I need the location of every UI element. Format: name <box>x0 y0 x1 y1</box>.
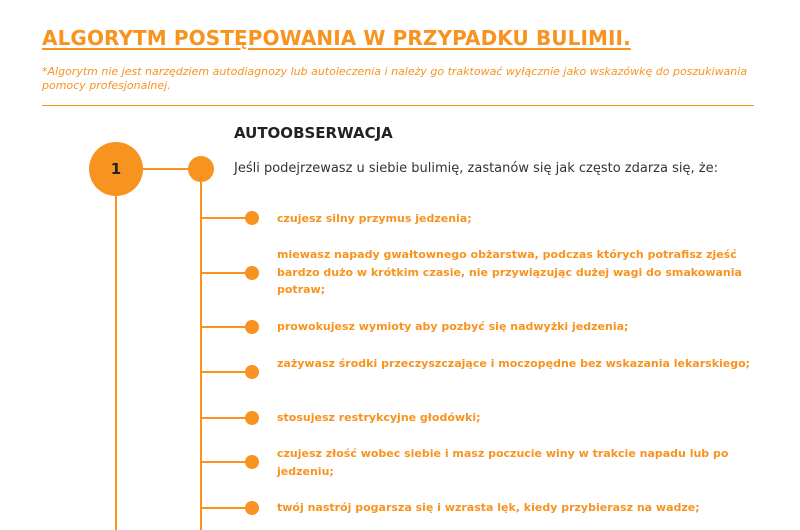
item-bullet-dot <box>245 211 259 225</box>
item-branch-line <box>201 507 251 509</box>
disclaimer-note: *Algorytm nie jest narzędziem autodiagnozy lub autoleczenia i należy go traktować wyłącznie jako wskazówkę do poszukiwania pomocy profesjonalnej. <box>42 65 748 92</box>
step-number-badge: 1 <box>89 142 143 196</box>
item-branch-line <box>201 461 251 463</box>
divider <box>42 105 754 106</box>
main-vertical-line <box>115 196 117 530</box>
symptom-item: prowokujesz wymioty aby pozbyć się nadwyżki jedzenia; <box>277 320 629 333</box>
item-bullet-dot <box>245 411 259 425</box>
symptom-item: czujesz silny przymus jedzenia; <box>277 212 472 225</box>
symptom-item: zażywasz środki przeczyszczające i moczopędne bez wskazania lekarskiego; <box>277 357 751 370</box>
item-bullet-dot <box>245 455 259 469</box>
item-branch-line <box>201 371 251 373</box>
item-branch-line <box>201 417 251 419</box>
items-vertical-line <box>200 182 202 530</box>
item-bullet-dot <box>245 320 259 334</box>
section-intro: Jeśli podejrzewasz u siebie bulimię, zastanów się jak często zdarza się, że: <box>234 161 718 176</box>
symptom-item: twój nastrój pogarsza się i wzrasta lęk, kiedy przybierasz na wadze; <box>277 501 700 514</box>
section-heading: AUTOOBSERWACJA <box>234 124 393 142</box>
item-bullet-dot <box>245 266 259 280</box>
symptom-item: miewasz napady gwałtownego obżarstwa, podczas których potrafisz zjeść bardzo dużo w krótkim czasie, nie przywiązując dużej wagi do smakowania potraw; <box>277 248 742 296</box>
item-branch-line <box>201 326 251 328</box>
item-branch-line <box>201 217 251 219</box>
page-title: ALGORYTM POSTĘPOWANIA W PRZYPADKU BULIMII. <box>42 26 631 50</box>
item-bullet-dot <box>245 501 259 515</box>
step-node-dot <box>188 156 214 182</box>
symptom-item: stosujesz restrykcyjne głodówki; <box>277 411 481 424</box>
symptom-item: czujesz złość wobec siebie i masz poczucie winy w trakcie napadu lub po jedzeniu; <box>277 447 729 478</box>
item-branch-line <box>201 272 251 274</box>
item-bullet-dot <box>245 365 259 379</box>
